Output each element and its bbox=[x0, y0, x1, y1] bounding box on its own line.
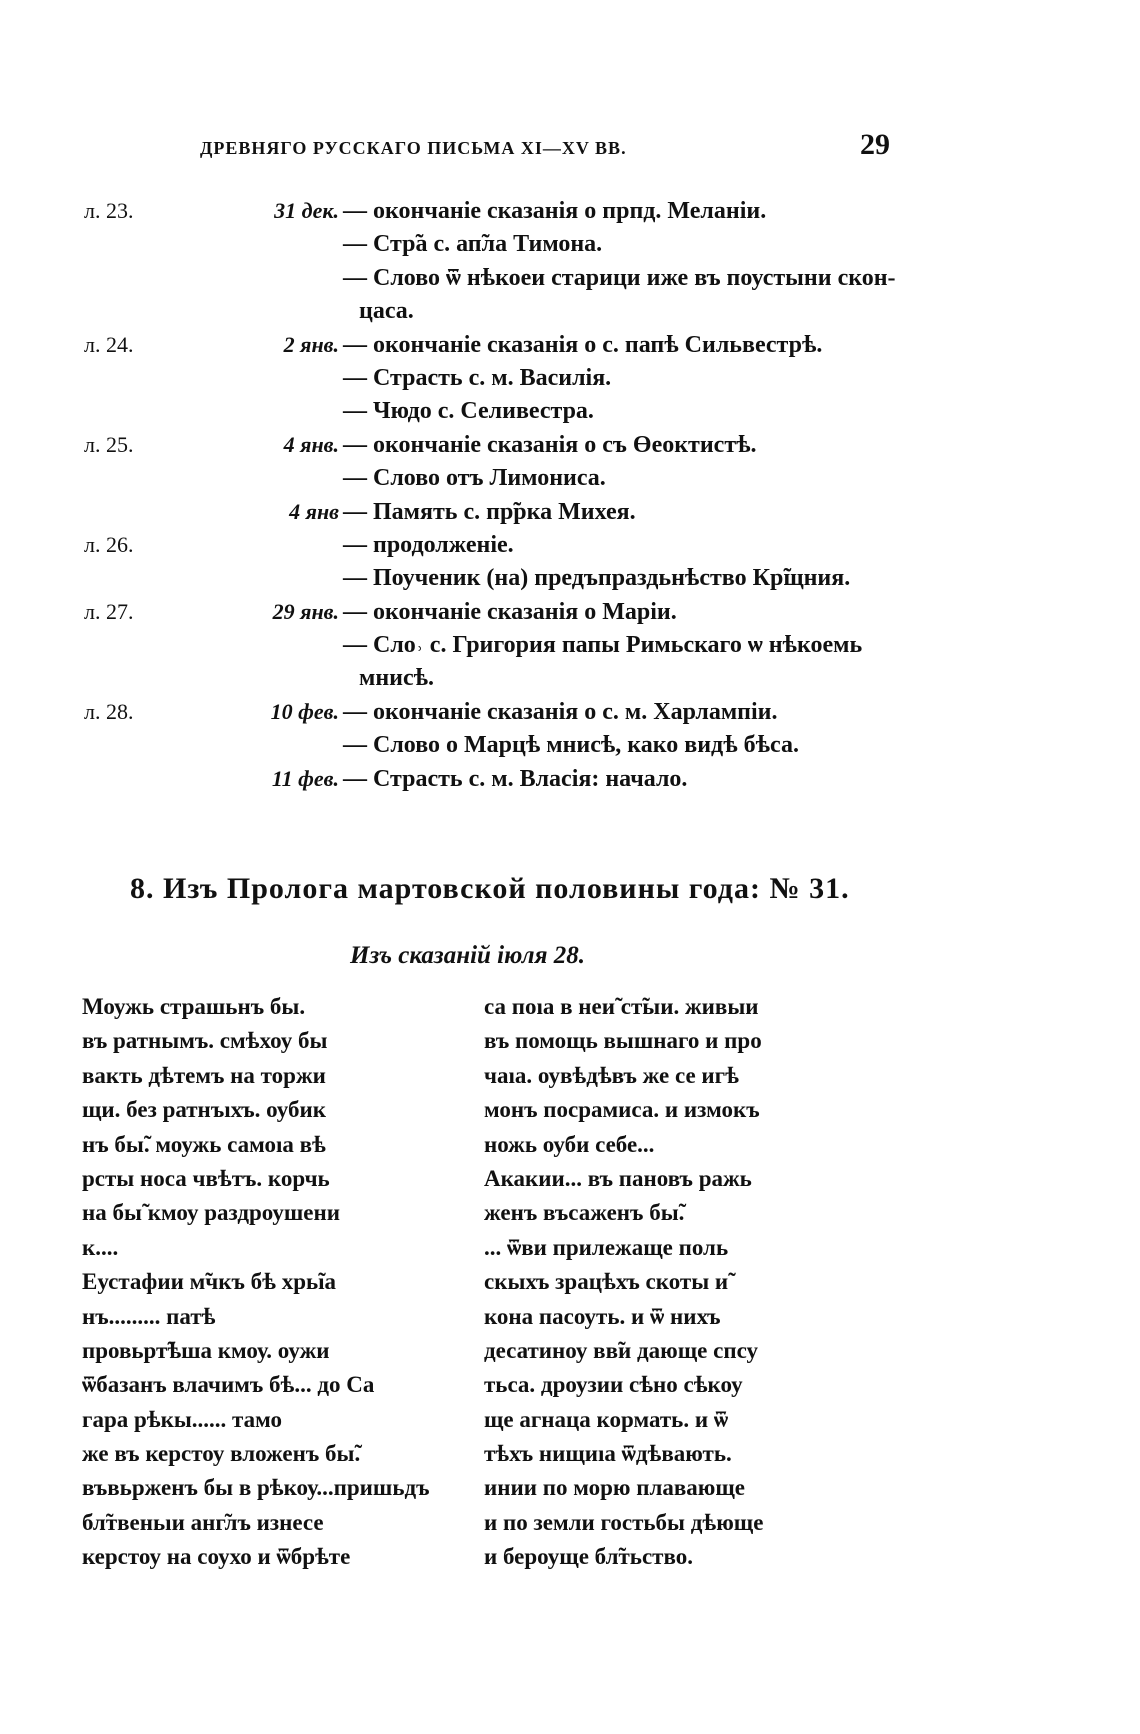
entry-text: — Страсть с. м. Власія: начало. bbox=[343, 765, 688, 792]
entry-row bbox=[0, 565, 1140, 598]
section-subtitle: Изъ сказаній іюля 28. bbox=[350, 942, 585, 969]
text-line: са поıа в неи̃ ст̃ыи. живыи bbox=[483, 994, 759, 1019]
text-line: монъ посрамиса. и измокъ bbox=[483, 1097, 760, 1123]
entry-text: мнисѣ. bbox=[359, 665, 435, 692]
entry-date: 4 янв. bbox=[283, 431, 339, 457]
entry-row bbox=[0, 499, 1140, 532]
entry-text: — Поученик (на) предъпраздьнѣство Кр̃щния. bbox=[343, 565, 851, 592]
left-column bbox=[82, 990, 484, 1575]
text-line: въ ратнымъ. смѣхоу бы bbox=[82, 1028, 328, 1054]
entry-text: — Чюдо с. Селивестра. bbox=[343, 398, 594, 425]
entry-row bbox=[0, 231, 1140, 264]
text-line: инии по морю плавающе bbox=[483, 1475, 746, 1501]
text-line: провьрт̃ѣша кмоу. оужи bbox=[82, 1337, 330, 1363]
entry-text: — Стр̃а с. ап̃ла Тимона. bbox=[343, 231, 603, 258]
entry-text: — окончаніе сказанія о Маріи. bbox=[343, 598, 677, 625]
entry-row bbox=[0, 465, 1140, 498]
entry-row bbox=[0, 398, 1140, 431]
text-line: рсты носа чвѣтъ. корчь bbox=[82, 1165, 330, 1191]
leaf-number: л. 23. bbox=[84, 198, 134, 223]
entry-row bbox=[0, 198, 1140, 231]
leaf-number: л. 26. bbox=[84, 531, 134, 557]
text-line: въ помощь вышнаго и про bbox=[483, 1028, 762, 1054]
entry-row bbox=[0, 665, 1140, 698]
entry-date: 29 янв. bbox=[272, 598, 339, 624]
text-line: женъ въсаженъ бы̃. bbox=[483, 1200, 685, 1226]
text-line: ще агнаца кормать. и ѿ bbox=[483, 1406, 729, 1432]
text-line: к.... bbox=[82, 1234, 119, 1260]
text-line: чаıа. оувѣдѣвъ же се игѣ bbox=[483, 1062, 739, 1088]
entry-text: — окончаніе сказанія о с. папѣ Сильвестрѣ. bbox=[343, 331, 823, 358]
leaf-number: л. 25. bbox=[84, 431, 134, 457]
text-line: кона пасоуть. и ѿ нихъ bbox=[483, 1303, 721, 1329]
text-line: ѿбазанъ влачимъ бѣ... до Са bbox=[82, 1372, 375, 1398]
entry-date: 10 фев. bbox=[270, 698, 339, 724]
entry-text: цаса. bbox=[359, 298, 414, 325]
text-line: ножь оуби себе... bbox=[483, 1131, 655, 1157]
entry-row bbox=[0, 732, 1140, 765]
text-line: же въ керстоу вложенъ бы̃. bbox=[82, 1441, 361, 1467]
page-number: 29 bbox=[860, 128, 890, 161]
entry-row bbox=[0, 699, 1140, 732]
entry-text: — продолженіе. bbox=[343, 531, 514, 558]
text-line: на бы̃ кмоу раздроушени bbox=[82, 1200, 340, 1226]
entry-text: — Сло˒ с. Григория папы Римьскаго ѡ нѣкоемь bbox=[343, 632, 863, 659]
text-line: и бероуще бл̃тьство. bbox=[483, 1544, 693, 1570]
entry-text: — Слово о Марцѣ мнисѣ, како видѣ бѣса. bbox=[343, 732, 799, 759]
entry-row bbox=[0, 766, 1140, 799]
entry-text: — Память с. пр̃рка Михея. bbox=[343, 498, 636, 525]
text-line: нъ......... патѣ bbox=[82, 1303, 216, 1329]
page-header bbox=[150, 128, 890, 162]
text-line: тьса. дроузии сѣно сѣкоу bbox=[483, 1372, 743, 1398]
text-line: Акакии... въ пановъ ражь bbox=[483, 1165, 752, 1191]
leaf-number: л. 28. bbox=[84, 698, 134, 724]
entry-row bbox=[0, 599, 1140, 632]
entry-row bbox=[0, 298, 1140, 331]
right-column bbox=[484, 990, 882, 1575]
entry-text: — окончаніе сказанія о прпд. Меланіи. bbox=[343, 198, 767, 224]
text-line: керстоу на соухо и ѿбрѣте bbox=[82, 1544, 351, 1570]
entry-text: — Слово ѿ нѣкоеи старици иже въ поустыни скон- bbox=[343, 264, 896, 291]
leaf-number: л. 24. bbox=[84, 331, 134, 357]
entry-date: 11 фев. bbox=[271, 765, 339, 791]
text-line: бл̃твеньıи анг̃лъ изнесе bbox=[82, 1509, 324, 1535]
entry-text: — Страсть с. м. Василія. bbox=[343, 364, 612, 391]
running-title: ДРЕВНЯГО РУССКАГО ПИСЬМА XI—XV ВВ. bbox=[200, 138, 627, 158]
text-line: и по земли гостьбы дѣюще bbox=[483, 1509, 764, 1535]
text-columns bbox=[82, 990, 882, 1575]
entry-date: 2 янв. bbox=[283, 331, 339, 357]
text-line: нъ бы̃. моужь самоıа вѣ bbox=[82, 1131, 326, 1157]
entry-text: — Слово отъ Лимониса. bbox=[343, 465, 606, 492]
text-line: тѣхъ нищиıа ѿдѣвають. bbox=[483, 1441, 732, 1467]
leaf-number: л. 27. bbox=[84, 598, 134, 624]
text-line: щи. без ратнъıхъ. оубик bbox=[82, 1097, 326, 1123]
entry-row bbox=[0, 332, 1140, 365]
entry-row bbox=[0, 532, 1140, 565]
entry-date: 4 янв bbox=[289, 498, 339, 524]
entry-text: — окончаніе сказанія о съ Өеоктистѣ. bbox=[343, 431, 757, 458]
text-line: гара рѣкы...... тамо bbox=[82, 1406, 282, 1432]
text-line: вакть дѣтемъ на торжи bbox=[82, 1062, 326, 1088]
text-line: скыхъ зрацѣхъ скоты и̃ bbox=[483, 1269, 729, 1295]
text-line: десатиноу вв̃и дающе спсу bbox=[483, 1337, 758, 1363]
text-line: въвьрженъ бы в рѣкоу...пришьдъ bbox=[82, 1475, 430, 1501]
text-line: ... ѿви прилежаще поль bbox=[483, 1234, 729, 1260]
entry-text: — окончаніе сказанія о с. м. Харлампіи. bbox=[343, 698, 778, 725]
entry-row bbox=[0, 365, 1140, 398]
entry-date: 31 дек. bbox=[274, 198, 339, 223]
entry-row bbox=[0, 265, 1140, 298]
entry-row bbox=[0, 632, 1140, 665]
text-line: Моужь страшьнъ бы. bbox=[82, 994, 306, 1019]
manuscript-contents-list bbox=[0, 198, 1140, 799]
section-title: 8. Изъ Пролога мартовской половины года: № 31. bbox=[130, 872, 850, 905]
text-line: Еустафии м̃чкъ бѣ хрь̃ıа bbox=[82, 1269, 337, 1295]
entry-row bbox=[0, 432, 1140, 465]
